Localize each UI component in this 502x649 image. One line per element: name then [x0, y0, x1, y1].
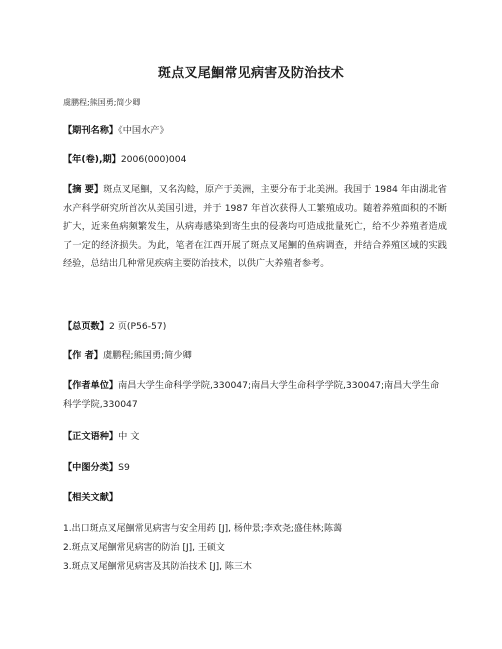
pages-label: 【总页数】 [63, 321, 109, 332]
author-value: 虞鹏程;熊国勇;简少卿 [102, 350, 192, 361]
reference-item-1[interactable]: 1.出口斑点叉尾鮰常见病害与安全用药 [J], 杨仲景;李欢尧;盛佳林;陈蔼 [63, 524, 342, 534]
classification-field [63, 459, 447, 478]
affiliation-label: 【作者单位】 [63, 380, 119, 391]
year-issue-label: 【年(卷),期】 [63, 154, 121, 165]
references-heading [63, 489, 447, 508]
author-label: 【作 者】 [63, 350, 103, 361]
reference-item-3[interactable]: 3.斑点叉尾鮰常见病害及其防治技术 [J], 陈三木 [63, 562, 252, 572]
affiliation-value: 南昌大学生命科学学院,330047;南昌大学生命科学学院,330047;南昌大学生命科学学院,330047 [63, 380, 440, 410]
abstract-text: 斑点叉尾鮰，又名沟鲶，原产于美洲，主要分布于北美洲。我国于 1984 年由湖北省水产科学研究所首次从美国引进，并于 1987 年首次获得人工繁殖成功。随着养殖面积的不断扩大，近来鱼病频繁发生，从病毒感染到寄生虫的侵袭均可造成批量死亡，给不少养殖者造成了一定的经济损失。为此，笔者在江西开展了斑点叉尾鮰的鱼病调查，并结合养殖区域的实践经验，总结出几种常见疾病主要防治技术，以供广大养殖者参考。 [63, 184, 447, 269]
classification-label: 【中图分类】 [63, 462, 119, 473]
language-value: 中 文 [118, 431, 140, 442]
references-label: 【相关文献】 [63, 492, 119, 503]
author-field [63, 347, 447, 366]
reference-item-2[interactable]: 2.斑点叉尾鮰常见病害的防治 [J], 王硕文 [63, 543, 225, 553]
year-issue-value: 2006(000)004 [120, 154, 187, 165]
document-title: 斑点叉尾鮰常见病害及防治技术 [157, 66, 345, 81]
abstract-label: 【摘 要】 [63, 184, 104, 195]
abstract-field [63, 181, 447, 274]
affiliation-field [63, 377, 447, 414]
journal-value: 《中国水产》 [118, 125, 169, 136]
language-label: 【正文语种】 [63, 431, 119, 442]
journal-label: 【期刊名称】 [63, 125, 119, 136]
classification-value: S9 [118, 462, 130, 473]
journal-field [63, 122, 447, 141]
language-field [63, 428, 447, 447]
pages-field [63, 318, 447, 337]
year-issue-field [63, 151, 447, 170]
author-line: 虞鹏程;熊国勇;简少卿 [63, 98, 141, 107]
pages-value: 2 页(P56-57) [108, 321, 167, 332]
